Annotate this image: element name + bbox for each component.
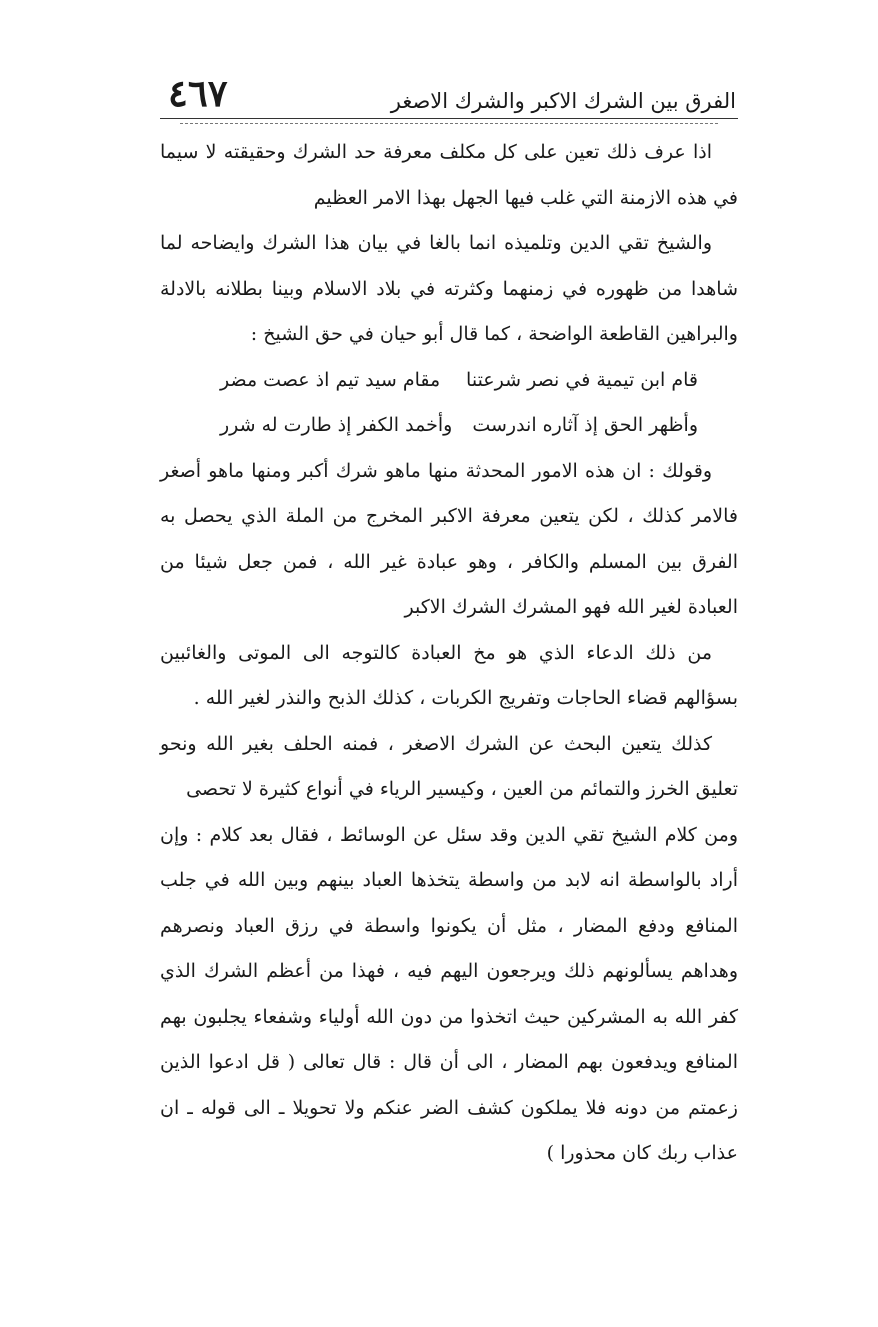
page-number: ٤٦٧ [168, 71, 228, 115]
paragraph: وقولك : ان هذه الامور المحدثة منها ماهو شرك أكبر ومنها ماهو أصغر فالامر كذلك ، لكن يتعين معرفة الاكبر المخرج من الملة الذي يحصل به الفرق بين المسلم والكافر ، وهو عبادة غير الله ، فمن جعل شيئا من العبادة لغير الله فهو المشرك الشرك الاكبر [160, 459, 738, 618]
paragraph: والشيخ تقي الدين وتلميذه انما بالغا في بيان هذا الشرك وايضاحه لما شاهدا من ظهوره في زمنهما وكثرته في بلاد الاسلام وبينا بطلانه بالادلة والبراهين القاطعة الواضحة ، كما قال أبو حيان في حق الشيخ : [160, 232, 738, 345]
page-header [168, 62, 736, 115]
header-rule-dashed [180, 123, 718, 124]
paragraph: ومن كلام الشيخ تقي الدين وقد سئل عن الوسائط ، فقال بعد كلام : وإن أراد بالواسطة انه لابد من واسطة يتخذها العباد بينهم وبين الله في جلب المنافع ودفع المضار ، مثل أن يكونوا واسطة في رزق العباد ونصرهم وهداهم يسألونهم ذلك ويرجعون اليهم فيه ، فهذا من أعظم الشرك الذي كفر الله به المشركين حيث اتخذوا من دون الله أولياء وشفعاء يجلبون بهم المنافع ويدفعون بهم المضار ، الى أن قال : قال تعالى ( قل ادعوا الذين زعمتم من دونه فلا يملكون كشف الضر عنكم ولا تحويلا ـ الى قوله ـ ان عذاب ربك كان محذورا ) [160, 823, 738, 1164]
verse-second-hemistich: وأخمد الكفر إذ طارت له شرر [220, 414, 453, 436]
running-title: الفرق بين الشرك الاكبر والشرك الاصغر [390, 89, 736, 113]
paragraph: اذا عرف ذلك تعين على كل مكلف معرفة حد الشرك وحقيقته لا سيما في هذه الازمنة التي غلب فيها الجهل بهذا الامر العظيم [160, 141, 738, 209]
verse-line [160, 358, 738, 404]
paragraph: كذلك يتعين البحث عن الشرك الاصغر ، فمنه الحلف بغير الله ونحو تعليق الخرز والتمائم من العين ، وكيسير الرياء في أنواع كثيرة لا تحصى [160, 732, 738, 800]
verse-line [160, 403, 738, 449]
paragraph: من ذلك الدعاء الذي هو مخ العبادة كالتوجه الى الموتى والغائبين بسؤالهم قضاء الحاجات وتفريج الكربات ، كذلك الذبح والنذر لغير الله . [160, 641, 738, 709]
verse-second-hemistich: مقام سيد تيم اذ عصت مضر [220, 368, 441, 391]
body-text [160, 130, 738, 1177]
verse-first-hemistich: قام ابن تيمية في نصر شرعتنا [466, 368, 698, 391]
verse-first-hemistich: وأظهر الحق إذ آثاره اندرست [472, 414, 698, 436]
header-rule [160, 118, 738, 119]
